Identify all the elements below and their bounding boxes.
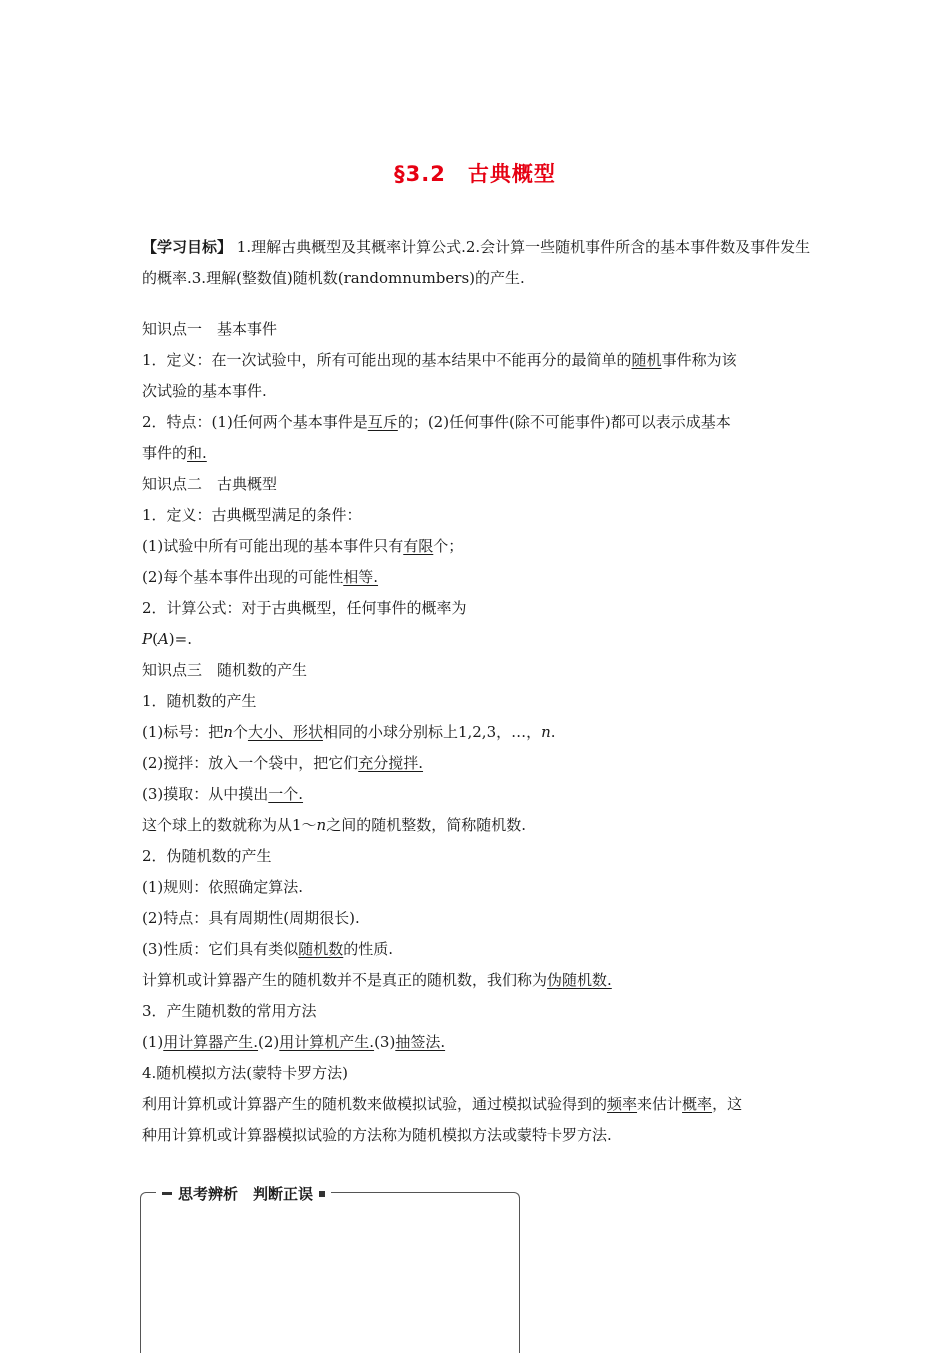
blank-answer: 频率 bbox=[607, 1095, 638, 1113]
thinking-section-label bbox=[156, 1183, 331, 1204]
math-var: P bbox=[142, 630, 153, 648]
blank-answer: 大小、形状 bbox=[247, 723, 323, 741]
kp3-s2-a: (1)规则：依照确定算法. bbox=[142, 878, 304, 896]
blank-answer: 一个. bbox=[268, 785, 304, 803]
text: 1．定义：在一次试验中，所有可能出现的基本结果中不能再分的最简单的 bbox=[142, 351, 632, 369]
learning-objectives bbox=[142, 232, 814, 294]
text: (1)标号：把 bbox=[142, 723, 224, 741]
text: 计算机或计算器产生的随机数并不是真正的随机数，我们称为 bbox=[142, 971, 548, 989]
kp2-formula-text: 2．计算公式：对于古典概型，任何事件的概率为 bbox=[142, 599, 467, 617]
math-var: n bbox=[316, 816, 327, 834]
kp3-s4-para bbox=[142, 1089, 814, 1120]
text: 的性质. bbox=[343, 940, 394, 958]
kp3-s1-b bbox=[142, 748, 814, 779]
kp3-s1-c bbox=[142, 779, 814, 810]
math-var: A bbox=[157, 630, 169, 648]
kp3-s1-a: (1)标号：把n个大小、形状相同的小球分别标上1,2,3，…，n. bbox=[142, 723, 556, 741]
blank-answer: 充分搅拌. bbox=[358, 754, 424, 772]
thinking-label-text: 思考辨析 判断正误 bbox=[178, 1185, 314, 1203]
text: (2)每个基本事件出现的可能性 bbox=[142, 568, 344, 586]
kp3-s1: 1．随机数的产生 bbox=[142, 692, 257, 710]
kp3-s2-b: (2)特点：具有周期性(周期很长). bbox=[142, 909, 360, 927]
text: 利用计算机或计算器产生的随机数来做模拟试验，通过模拟试验得到的 bbox=[142, 1095, 608, 1113]
kp1-definition bbox=[142, 345, 814, 376]
text: 来估计 bbox=[637, 1095, 683, 1113]
blank-answer: 抽签法. bbox=[395, 1033, 446, 1051]
blank-answer: 随机 bbox=[631, 351, 662, 369]
blank-answer: 概率 bbox=[682, 1095, 713, 1113]
math-var: n bbox=[223, 723, 233, 741]
blank-answer: 随机数 bbox=[298, 940, 344, 958]
text: (1) bbox=[142, 1033, 164, 1051]
kp2-heading: 知识点二 古典概型 bbox=[142, 475, 278, 493]
page-title: §3.2 古典概型 bbox=[394, 162, 556, 186]
text: (2)搅拌：放入一个袋中，把它们 bbox=[142, 754, 359, 772]
kp3-s2: 2．伪随机数的产生 bbox=[142, 847, 272, 865]
text: 事件称为该 bbox=[661, 351, 737, 369]
text: (3) bbox=[374, 1033, 396, 1051]
text: (2) bbox=[258, 1033, 280, 1051]
blank-answer: 用计算器产生. bbox=[163, 1033, 259, 1051]
thinking-section-box bbox=[140, 1192, 520, 1353]
kp3-s1-d bbox=[142, 810, 814, 841]
objectives-label: 【学习目标】 bbox=[142, 238, 233, 256]
kp2-condition-2 bbox=[142, 562, 814, 593]
kp3-s3: 3．产生随机数的常用方法 bbox=[142, 1002, 317, 1020]
text: 的；(2)任何事件(除不可能事件)都可以表示成基本 bbox=[397, 413, 731, 431]
text: 这个球上的数就称为从1～ bbox=[142, 816, 317, 834]
text: 相同的小球分别标上1,2,3，…， bbox=[322, 723, 542, 741]
kp1-features-cont bbox=[142, 438, 814, 469]
dash-decoration-icon bbox=[162, 1192, 172, 1195]
blank-answer: 用计算机产生. bbox=[279, 1033, 375, 1051]
blank-answer: 相等. bbox=[343, 568, 379, 586]
text: =. bbox=[174, 630, 192, 648]
document-body bbox=[142, 232, 814, 1151]
text: (1)试验中所有可能出现的基本事件只有 bbox=[142, 537, 404, 555]
kp1-heading: 知识点一 基本事件 bbox=[142, 320, 278, 338]
text: 个 bbox=[232, 723, 248, 741]
text: 2．特点：(1)任何两个基本事件是 bbox=[142, 413, 368, 431]
kp3-s4-para-cont: 种用计算机或计算器模拟试验的方法称为随机模拟方法或蒙特卡罗方法. bbox=[142, 1126, 612, 1144]
square-decoration-icon bbox=[319, 1191, 325, 1197]
text: 事件的 bbox=[142, 444, 188, 462]
blank-answer: 互斥 bbox=[367, 413, 398, 431]
text: 之间的随机整数，简称随机数. bbox=[326, 816, 526, 834]
math-var: n bbox=[541, 723, 551, 741]
kp3-s2-d bbox=[142, 965, 814, 996]
kp1-features bbox=[142, 407, 814, 438]
kp3-s4: 4.随机模拟方法(蒙特卡罗方法) bbox=[142, 1064, 349, 1082]
text: (3)性质：它们具有类似 bbox=[142, 940, 299, 958]
blank-answer: 和. bbox=[187, 444, 207, 462]
kp2-formula: P(A)=. bbox=[142, 630, 192, 648]
text: ，这 bbox=[712, 1095, 743, 1113]
kp1-definition-cont: 次试验的基本事件. bbox=[142, 382, 267, 400]
kp2-condition-1 bbox=[142, 531, 814, 562]
kp3-heading: 知识点三 随机数的产生 bbox=[142, 661, 308, 679]
blank-answer: 伪随机数. bbox=[547, 971, 612, 989]
kp3-s3-a bbox=[142, 1027, 814, 1058]
text: (3)摸取：从中摸出 bbox=[142, 785, 269, 803]
kp2-definition: 1．定义：古典概型满足的条件： bbox=[142, 506, 362, 524]
blank-answer: 有限 bbox=[403, 537, 434, 555]
objectives-text: 1.理解古典概型及其概率计算公式.2.会计算一些随机事件所含的基本事件数及事件发生的概率.3.理解(整数值)随机数(randomnumbers)的产生. bbox=[142, 238, 811, 287]
text: 个； bbox=[433, 537, 464, 555]
kp3-s2-c bbox=[142, 934, 814, 965]
